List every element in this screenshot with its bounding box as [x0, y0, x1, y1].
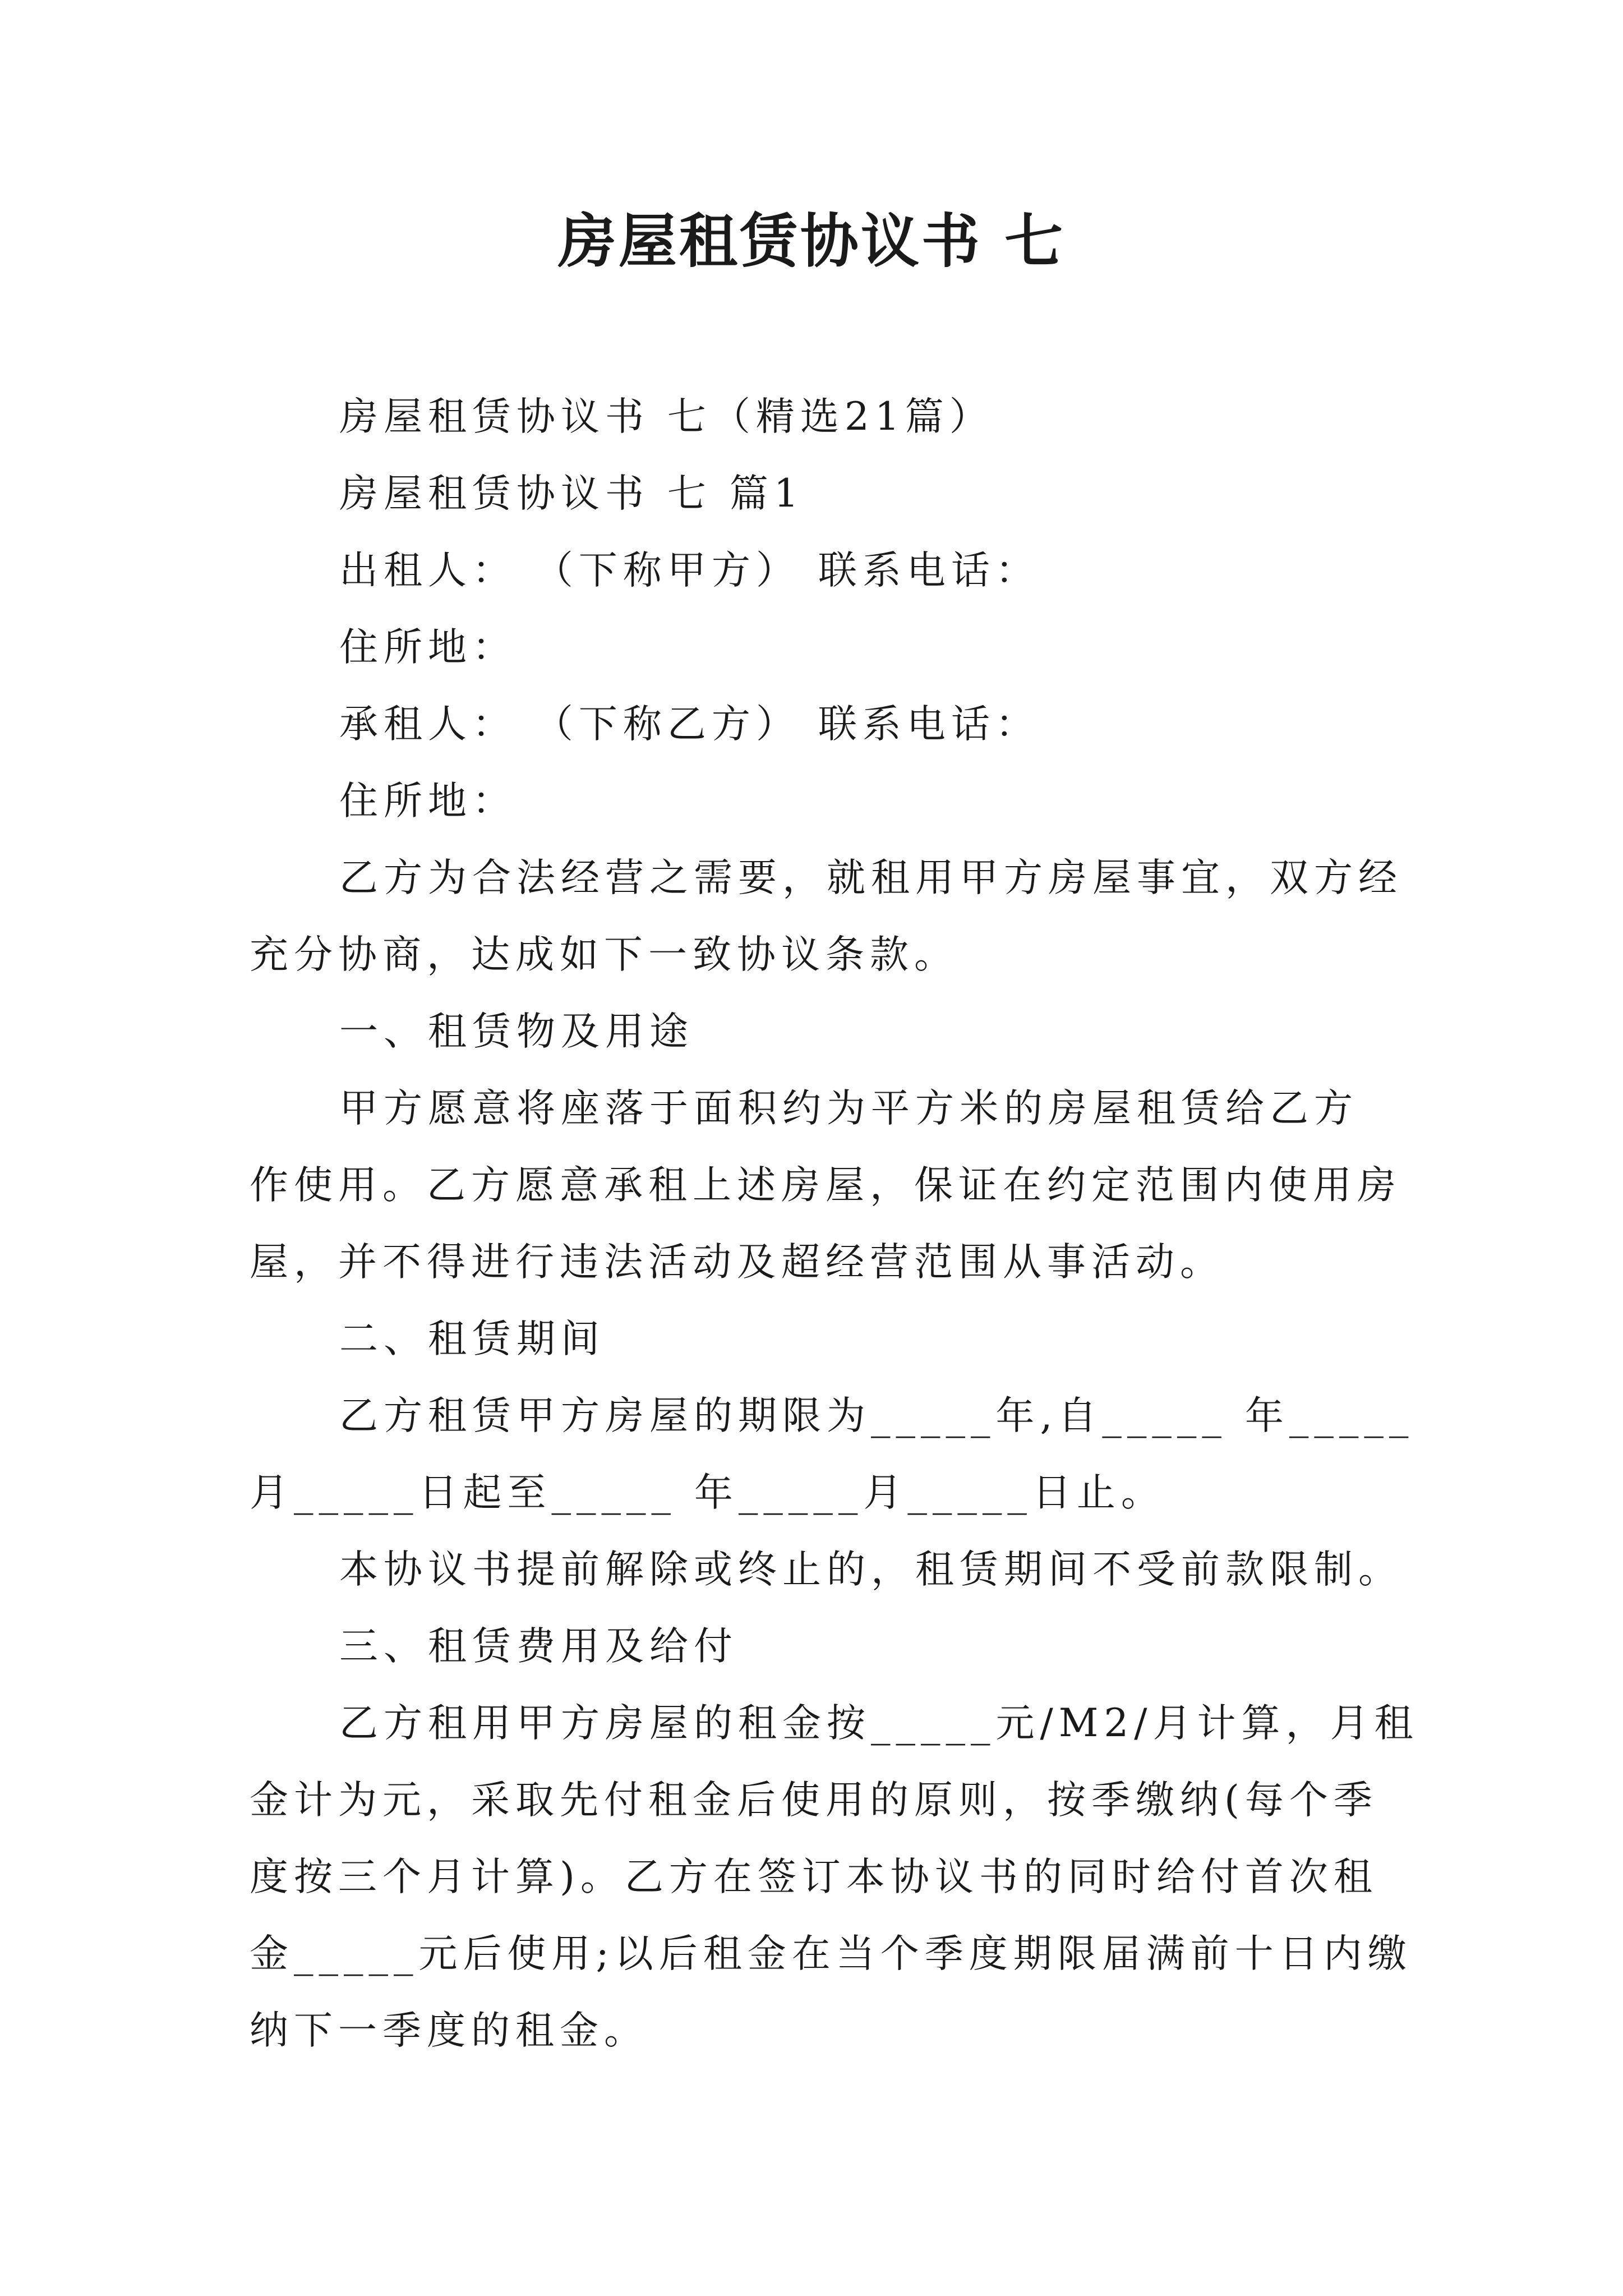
text-line: 房屋租赁协议书 七（精选21篇）: [339, 394, 994, 439]
text-line: 一、租赁物及用途: [339, 1009, 694, 1054]
text-line: 住所地：: [339, 625, 517, 670]
text-line: 承租人： （下称乙方） 联系电话：: [339, 702, 1040, 747]
text-line: 纳下一季度的租金。: [250, 2008, 648, 2053]
text-line: 二、租赁期间: [339, 1317, 605, 1361]
text-line: 作使用。乙方愿意承租上述房屋，保证在约定范围内使用房: [250, 1163, 1401, 1208]
text-line: 甲方愿意将座落于面积约为平方米的房屋租赁给乙方: [339, 1086, 1358, 1131]
text-line: 屋，并不得进行违法活动及超经营范围从事活动。: [250, 1240, 1224, 1285]
text-line: 乙方租赁甲方房屋的期限为_____年,自_____ 年_____: [339, 1393, 1414, 1438]
text-line: 充分协商，达成如下一致协议条款。: [250, 932, 958, 977]
document-title: 房屋租赁协议书 七: [557, 206, 1066, 275]
document-body: [250, 379, 1419, 2069]
text-line: 出租人： （下称甲方） 联系电话：: [339, 548, 1040, 593]
text-line: 乙方为合法经营之需要，就租用甲方房屋事宜，双方经: [339, 855, 1403, 900]
text-line: 金计为元，采取先付租金后使用的原则，按季缴纳(每个季: [250, 1778, 1378, 1823]
text-line: 乙方租用甲方房屋的租金按_____元/M2/月计算，月租: [339, 1701, 1419, 1746]
text-line: 房屋租赁协议书 七 篇1: [339, 471, 804, 516]
text-line: 金_____元后使用;以后租金在当个季度期限届满前十日内缴: [250, 1931, 1412, 1976]
text-line: 本协议书提前解除或终止的，租赁期间不受前款限制。: [339, 1547, 1403, 1592]
text-line: 度按三个月计算)。乙方在签订本协议书的同时给付首次租: [250, 1855, 1378, 1899]
text-line: 住所地：: [339, 779, 517, 823]
text-line: 月_____日起至_____ 年_____月_____日止。: [250, 1470, 1165, 1515]
text-line: 三、租赁费用及给付: [339, 1624, 738, 1669]
